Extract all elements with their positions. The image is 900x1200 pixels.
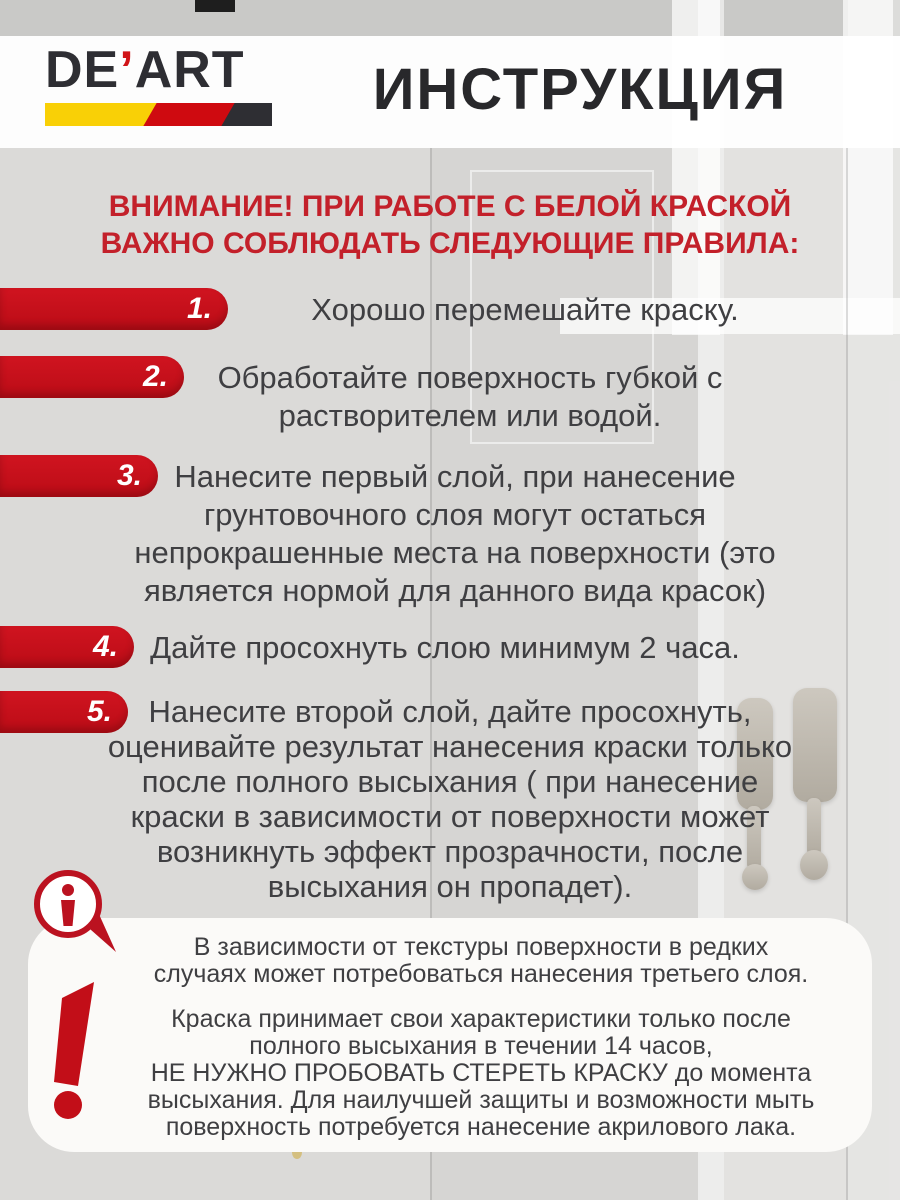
step-line: оценивайте результат нанесения краски только bbox=[107, 729, 793, 764]
warning-line: ВАЖНО СОБЛЮДАТЬ СЛЕДУЮЩИЕ ПРАВИЛА: bbox=[100, 227, 800, 260]
note-paragraph-2 bbox=[116, 1006, 846, 1141]
note-line: высыхания. Для наилучшей защиты и возможности мыть bbox=[147, 1086, 815, 1114]
logo-part2: ART bbox=[134, 41, 245, 99]
brand-logo bbox=[45, 41, 277, 126]
step-number: 3. bbox=[116, 459, 142, 492]
step-line: Нанесите второй слой, дайте просохнуть, bbox=[148, 694, 752, 729]
step-line: краски в зависимости от поверхности может bbox=[130, 799, 770, 834]
step-text bbox=[40, 458, 870, 610]
step-line: является нормой для данного вида красок) bbox=[143, 573, 767, 608]
step-text bbox=[120, 359, 820, 435]
step-line: возникнуть эффект прозрачности, после bbox=[156, 834, 744, 869]
door-top-gap bbox=[195, 0, 235, 12]
note-line: поверхность потребуется нанесение акрилового лака. bbox=[165, 1113, 797, 1141]
note-line: Краска принимает свои характеристики только после bbox=[171, 1005, 791, 1033]
step-line: высыхания он пропадет). bbox=[267, 869, 633, 904]
step-number-pill bbox=[0, 288, 228, 330]
note-paragraph-1 bbox=[116, 934, 846, 988]
page-title: ИНСТРУКЦИЯ bbox=[372, 57, 788, 122]
step-line: грунтовочного слоя могут остаться bbox=[203, 497, 707, 532]
step-text bbox=[20, 694, 880, 904]
step-line: Хорошо перемешайте краску. bbox=[311, 292, 739, 327]
step-number: 2. bbox=[142, 360, 168, 393]
info-speech-bubble-icon bbox=[24, 856, 134, 961]
note-panel bbox=[28, 918, 872, 1152]
step-text bbox=[45, 629, 845, 667]
step-text bbox=[210, 291, 840, 329]
warning-line: ВНИМАНИЕ! ПРИ РАБОТЕ С БЕЛОЙ КРАСКОЙ bbox=[108, 190, 792, 223]
note-line: полного высыхания в течении 14 часов, bbox=[249, 1032, 713, 1060]
step-number: 5. bbox=[86, 695, 112, 728]
step-line: непрокрашенные места на поверхности (это bbox=[134, 535, 776, 570]
brand-logo-text bbox=[45, 41, 277, 99]
note-line: случаях может потребоваться нанесения третьего слоя. bbox=[153, 960, 809, 988]
step-line: Обработайте поверхность губкой с bbox=[217, 360, 723, 395]
step-number: 4. bbox=[92, 630, 118, 663]
step-line: Дайте просохнуть слою минимум 2 часа. bbox=[150, 630, 740, 665]
step-number: 1. bbox=[186, 292, 212, 325]
door-top-frame bbox=[0, 0, 900, 36]
logo-part1: DE bbox=[45, 41, 120, 99]
exclamation-icon bbox=[40, 968, 120, 1128]
logo-apostrophe: ’ bbox=[119, 41, 135, 99]
step-line: Нанесите первый слой, при нанесение bbox=[174, 459, 736, 494]
note-line: НЕ НУЖНО ПРОБОВАТЬ СТЕРЕТЬ КРАСКУ до момента bbox=[150, 1059, 812, 1087]
logo-tricolor-stripe bbox=[45, 103, 272, 126]
note-line: В зависимости от текстуры поверхности в редких bbox=[193, 933, 769, 961]
step-line: растворителем или водой. bbox=[278, 398, 662, 433]
step-line: после полного высыхания ( при нанесение bbox=[141, 764, 759, 799]
warning-heading bbox=[0, 188, 900, 262]
